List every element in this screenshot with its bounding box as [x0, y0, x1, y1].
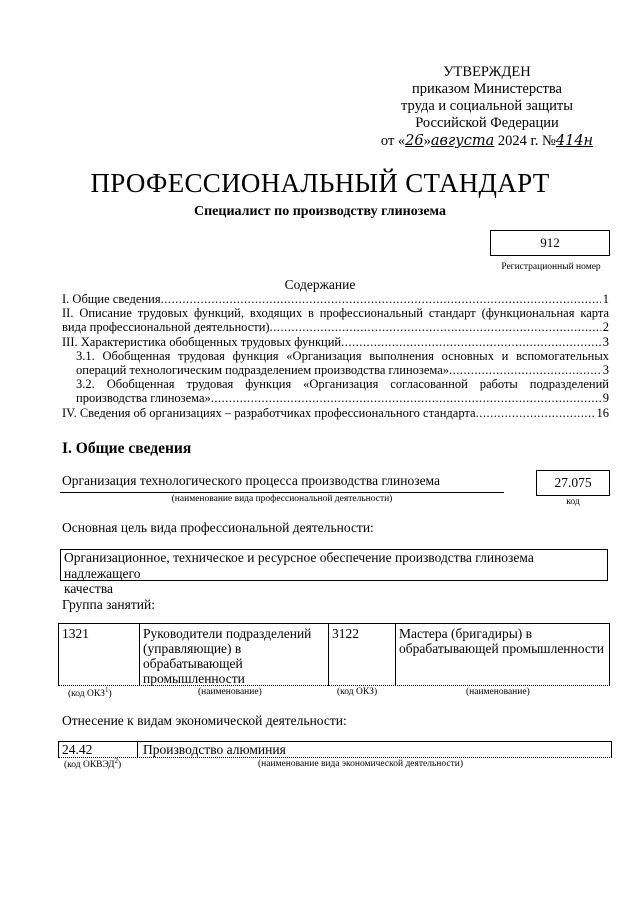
goal-text-line-1: Организационное, техническое и ресурсное обеспечение производства глинозема надлежащего — [64, 550, 534, 581]
okz-code-cell: 1321 — [59, 624, 140, 687]
toc-item[interactable]: III. Характеристика обобщенных трудовых функций ..... 3 — [62, 335, 609, 349]
approval-date-line: от «26»августа 2024 г. №414н — [380, 133, 594, 149]
code-caption: код — [566, 497, 580, 507]
toc-item[interactable]: IV. Сведения об организациях – разработчиках профессионального стандарта ..... 16 — [62, 406, 609, 420]
approval-day: 26 — [405, 133, 424, 149]
occupation-name-cell: Руководители подразделений (управляющие) в обрабатывающей промышленности — [140, 624, 329, 687]
econ-label: Отнесение к видам экономической деятельности: — [62, 713, 347, 728]
toc-list — [62, 292, 609, 420]
toc-item[interactable]: вида профессиональной деятельности) ..... 2 — [62, 320, 609, 334]
approval-order-number: 414н — [555, 133, 594, 149]
registration-number: 912 — [490, 230, 610, 256]
document-title: ПРОФЕССИОНАЛЬНЫЙ СТАНДАРТ — [90, 168, 550, 198]
econ-activity-row — [58, 741, 612, 758]
document-subtitle: Специалист по производству глинозема — [194, 204, 446, 219]
okz-code-cell: 3122 — [329, 624, 396, 687]
occupation-group-table — [58, 623, 610, 686]
toc-item[interactable]: I. Общие сведения ..... 1 — [62, 292, 609, 306]
section-heading: I. Общие сведения — [62, 440, 192, 457]
toc-item-line[interactable]: II. Описание трудовых функций, входящих в профессиональный стандарт (функциональная карта — [62, 306, 609, 321]
toc-item[interactable]: производства глинозема» ..... 9 — [76, 391, 609, 405]
approval-line-4: Российской Федерации — [415, 115, 559, 131]
approval-block — [372, 64, 602, 150]
cell-divider — [137, 742, 138, 758]
goal-text-line-2: качества — [64, 581, 114, 596]
toc-item-line[interactable]: 3.2. Обобщенная трудовая функция «Организация согласованной работы подразделений — [76, 377, 609, 392]
okz-caption-1: (код ОКЗ$^1$) — [68, 686, 112, 700]
approval-line-2: приказом Министерства — [412, 81, 562, 97]
okved-code: 24.42 — [62, 742, 93, 757]
activity-underline — [60, 492, 504, 493]
toc-item-line[interactable]: 3.1. Обобщенная трудовая функция «Организация выполнения основных и вспомогательных — [76, 348, 609, 363]
goal-label: Основная цель вида профессиональной деятельности: — [62, 520, 374, 535]
approval-line-3: труда и социальной защиты — [401, 98, 573, 114]
activity-code: 27.075 — [536, 470, 610, 496]
registration-label: Регистрационный номер — [501, 262, 601, 272]
okved-name-caption: (наименование вида экономической деятельности) — [258, 759, 463, 769]
activity-name: Организация технологического процесса производства глинозема — [62, 473, 440, 488]
approval-month: августа — [430, 133, 495, 149]
okved-caption: (код ОКВЭД$^2$) — [64, 757, 122, 771]
okz-caption-2: (код ОКЗ) — [337, 687, 378, 697]
toc-heading: Содержание — [284, 277, 356, 292]
name-caption-1: (наименование) — [198, 687, 262, 697]
approval-line-1: УТВЕРЖДЕН — [443, 64, 531, 80]
occupation-name-cell: Мастера (бригадиры) в обрабатывающей промышленности — [396, 624, 610, 687]
name-caption-2: (наименование) — [466, 687, 530, 697]
okved-name: Производство алюминия — [143, 742, 286, 757]
toc-item[interactable]: операций технологическим подразделением производства глинозема» ..... 3 — [76, 363, 609, 377]
group-label: Группа занятий: — [62, 597, 155, 612]
goal-box — [60, 549, 608, 596]
activity-caption: (наименование вида профессиональной деятельности) — [171, 494, 393, 504]
